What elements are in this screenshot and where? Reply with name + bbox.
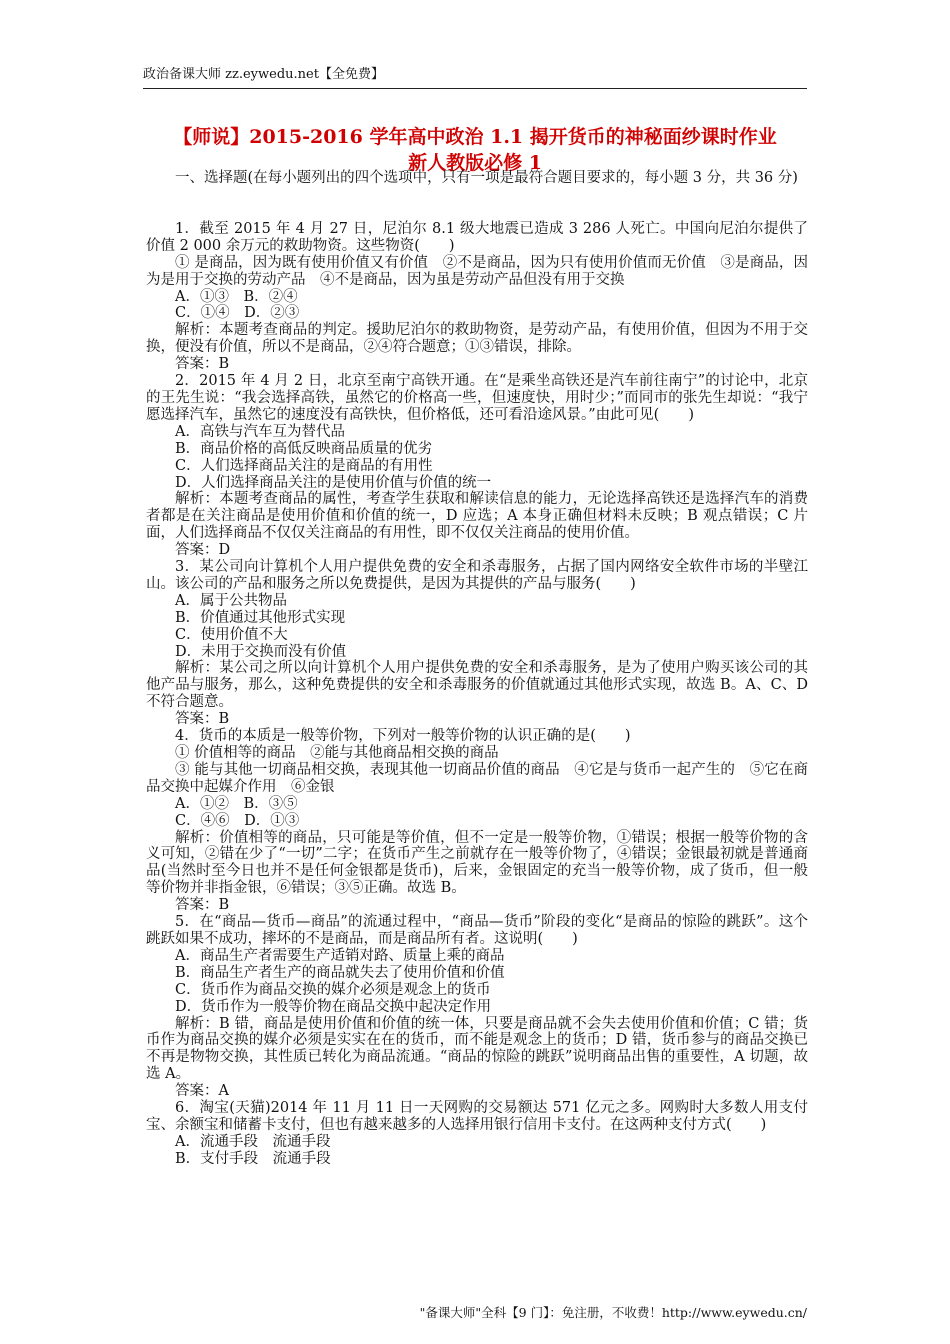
q4-stem: 4．货币的本质是一般等价物，下列对一般等价物的认识正确的是( ) xyxy=(175,728,631,745)
q6-option-b: B．支付手段 流通手段 xyxy=(175,1150,331,1167)
title-line-2: 新人教版必修 1 xyxy=(408,152,542,174)
q5-analysis: 解析：B 错，商品是使用价值和价值的统一体，只要是商品就不会失去使用价值和价值；C 错；货币作为商品交换的媒介必须是实实在在的货币，而不能是观念上的货币；D 错，货币参与的商品交换已不再是物物交换，其性质已转化为商品流通。“商品的惊险的跳跃”说明商品出售的重要性，A 切题，故选 A。 xyxy=(146,1015,808,1083)
q5-stem: 5．在“商品—货币—商品”的流通过程中，“商品—货币”阶段的变化“是商品的惊险的跳跃”。这个跳跃如果不成功，摔坏的不是商品，而是商品所有者。这说明( ) xyxy=(146,914,808,947)
q1-options-cd: C．①④ D．②③ xyxy=(175,305,300,322)
q5-option-c: C．货币作为商品交换的媒介必须是观念上的货币 xyxy=(175,981,491,998)
q2-option-d: D．人们选择商品关注的是使用价值与价值的统一 xyxy=(175,474,492,491)
q5-option-a: A．商品生产者需要生产适销对路、质量上乘的商品 xyxy=(175,947,505,964)
q3-option-a: A．属于公共物品 xyxy=(175,592,287,609)
q3-analysis: 解析：某公司之所以向计算机个人用户提供免费的安全和杀毒服务，是为了使用户购买该公司的其他产品与服务，那么，这种免费提供的安全和杀毒服务的价值就通过其他形式实现，故选 B。A、C、D 不符合题意。 xyxy=(146,660,808,711)
q6-stem: 6．淘宝(天猫)2014 年 11 月 11 日一天网购的交易额达 571 亿元之多。网购时大多数人用支付宝、余额宝和储蓄卡支付，但也有越来越多的人选择用银行信用卡支付。在这两种支付方式( ) xyxy=(146,1100,808,1133)
q2-option-a: A．高铁与汽车互为替代品 xyxy=(175,423,345,440)
q3-option-c: C．使用价值不大 xyxy=(175,626,288,643)
q3-answer: 答案：B xyxy=(175,711,230,728)
q3-stem: 3．某公司向计算机个人用户提供免费的安全和杀毒服务，占据了国内网络安全软件市场的半壁江山。该公司的产品和服务之所以免费提供，是因为其提供的产品与服务( ) xyxy=(146,559,808,592)
q6-option-a: A．流通手段 流通手段 xyxy=(175,1133,331,1150)
q1-analysis: 解析：本题考查商品的判定。援助尼泊尔的救助物资，是劳动产品，有使用价值，但因为不用于交换，便没有价值，所以不是商品，②④符合题意；①③错误，排除。 xyxy=(146,322,808,356)
q5-option-d: D．货币作为一般等价物在商品交换中起决定作用 xyxy=(175,998,492,1015)
q2-analysis: 解析：本题考查商品的属性，考查学生获取和解读信息的能力，无论选择高铁还是选择汽车的消费者都是在关注商品是使用价值和价值的统一，D 应选；A 本身正确但材料未反映；B 观点错误；C 片面，人们选择商品不仅仅关注商品的有用性，即不仅仅关注商品的使用价值。 xyxy=(146,491,808,542)
title-line-1: 【师说】2015-2016 学年高中政治 1.1 揭开货币的神秘面纱课时作业 xyxy=(173,126,777,148)
q1-statements: ① 是商品，因为既有使用价值又有价值 ②不是商品，因为只有使用价值而无价值 ③是商品，因为是用于交换的劳动产品 ④不是商品，因为虽是劳动产品但没有用于交换 xyxy=(146,254,808,288)
document-title xyxy=(143,124,807,176)
q5-option-b: B．商品生产者生产的商品就失去了使用价值和价值 xyxy=(175,964,505,981)
document-body xyxy=(146,170,808,1168)
q4-options-cd: C．④⑥ D．①③ xyxy=(175,812,300,829)
footer-text: "备课大师"全科【9 门】：免注册，不收费！http://www.eywedu.cn/ xyxy=(419,1305,807,1320)
q4-analysis: 解析：价值相等的商品，只可能是等价值，但不一定是一般等价物，①错误；根据一般等价物的含义可知，②错在少了“一切”二字；在货币产生之前就存在一般等价物了，④错误；金银最初就是普通商品(当然时至今日也并不是任何金银都是货币)，后来，金银固定的充当一般等价物，成了货币，但一般等价物并非指金银，⑥错误；③⑤正确。故选 B。 xyxy=(146,829,808,897)
q1-answer: 答案：B xyxy=(175,356,230,373)
q4-options-ab: A．①② B．③⑤ xyxy=(175,795,298,812)
page-footer xyxy=(143,1305,807,1321)
header-text: 政治备课大师 zz.eywedu.net【全免费】 xyxy=(143,67,384,82)
page-header xyxy=(143,66,807,89)
q2-option-c: C．人们选择商品关注的是商品的有用性 xyxy=(175,457,433,474)
q3-option-b: B．价值通过其他形式实现 xyxy=(175,609,346,626)
q2-answer: 答案：D xyxy=(175,542,231,559)
section-intro: 一、选择题(在每小题列出的四个选项中，只有一项是最符合题目要求的，每小题 3 分，共 36 分) xyxy=(175,170,798,186)
q4-statements-2: ③ 能与其他一切商品相交换，表现其他一切商品价值的商品 ④它是与货币一起产生的 ⑤它在商品交换中起媒介作用 ⑥金银 xyxy=(146,761,808,795)
q2-stem: 2．2015 年 4 月 2 日，北京至南宁高铁开通。在“是乘坐高铁还是汽车前往南宁”的讨论中，北京的王先生说：“我会选择高铁，虽然它的价格高一些，但速度快，用时少；”而同市的张先生却说：“我宁愿选择汽车，虽然它的速度没有高铁快，但价格低，还可看沿途风景。”由此可见( ) xyxy=(146,373,808,423)
q2-option-b: B．商品价格的高低反映商品质量的优劣 xyxy=(175,440,433,457)
q1-stem: 1．截至 2015 年 4 月 27 日，尼泊尔 8.1 级大地震已造成 3 286 人死亡。中国向尼泊尔提供了价值 2 000 余万元的救助物资。这些物资( ) xyxy=(146,220,808,254)
q3-option-d: D．未用于交换而没有价值 xyxy=(175,643,347,660)
q5-answer: 答案：A xyxy=(175,1083,229,1100)
q4-answer: 答案：B xyxy=(175,897,230,914)
q4-statements-1: ① 价值相等的商品 ②能与其他商品相交换的商品 xyxy=(175,745,499,761)
q1-options-ab: A．①③ B．②④ xyxy=(175,288,298,305)
